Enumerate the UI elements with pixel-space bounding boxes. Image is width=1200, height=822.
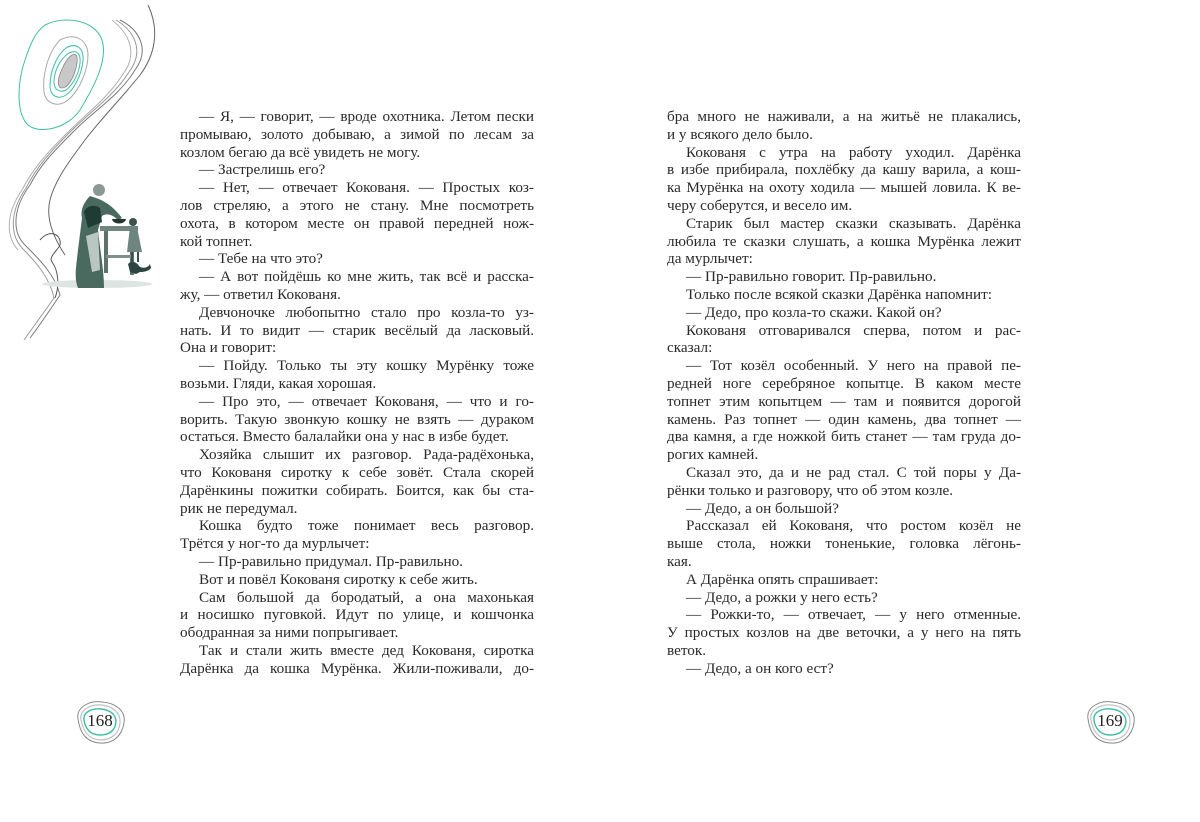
text-line: жу, — ответил Кокованя. bbox=[180, 285, 341, 303]
text-line: топнет этим копытцем — там и появится дорогой bbox=[667, 392, 1021, 410]
page-number-left-text: 168 bbox=[87, 711, 113, 730]
text-line: — Тот козёл особенный. У него на правой пе- bbox=[686, 357, 1021, 375]
text-line: — Рожки-то, — отвечает, — у него отменные. bbox=[686, 606, 1021, 624]
text-line: рёнки только и разговору, что об этом козле. bbox=[667, 481, 954, 499]
text-line: да мурлычет: bbox=[667, 250, 753, 268]
text-line: козлом бегаю да всё увидеть не могу. bbox=[180, 143, 421, 161]
text-line: Девчоночке любопытно стало про козла-то уз- bbox=[199, 303, 534, 321]
text-line: что Кокованя сиротку к себе зовёт. Стала скорей bbox=[180, 463, 534, 481]
text-line: — А вот пойдёшь ко мне жить, так всё и расска- bbox=[199, 268, 534, 286]
text-line: остаться. Вместо балалайки она у нас в избе будет. bbox=[180, 428, 509, 446]
text-line: кая. bbox=[667, 552, 692, 570]
text-line: — Я, — говорит, — вроде охотника. Летом пески bbox=[199, 108, 534, 125]
text-line: и у всякого дело было. bbox=[667, 125, 813, 143]
text-line: веток. bbox=[667, 641, 707, 659]
text-line: — Пойду. Только ты эту кошку Мурёнку тоже bbox=[199, 357, 534, 375]
text-line: охота, в котором месте он правой передней нож- bbox=[180, 214, 534, 232]
page-number-left bbox=[70, 697, 130, 747]
text-line: Она и говорит: bbox=[180, 339, 277, 357]
text-line: два камня, а где ножкой бить станет — там груда до- bbox=[667, 428, 1021, 446]
text-line: Сказал это, да и не рад стал. С той поры у Да- bbox=[686, 463, 1021, 481]
right-page-text bbox=[667, 108, 1021, 678]
text-line: — Дедо, а он кого ест? bbox=[686, 659, 834, 677]
text-line: и носишко пуговкой. Идут по улице, и кошчонка bbox=[180, 606, 534, 624]
text-line: возьми. Гляди, какая хорошая. bbox=[180, 374, 377, 392]
text-line: Рассказал ей Кокованя, что ростом козёл не bbox=[686, 517, 1021, 535]
text-line: любила те сказки слушать, а кошка Мурёнка лежит bbox=[667, 232, 1021, 250]
text-line: рогих камней. bbox=[667, 446, 759, 464]
text-line: У простых козлов на две веточки, а у него на пять bbox=[667, 624, 1021, 642]
text-line: нать. И то видит — старик весёлый да ласковый. bbox=[180, 321, 534, 339]
text-line: — Тебе на что это? bbox=[199, 250, 323, 268]
contour-map-decoration bbox=[0, 0, 200, 400]
text-line: — Про это, — отвечает Кокованя, — что и го- bbox=[199, 392, 534, 410]
text-line: Старик был мастер сказки сказывать. Дарёнка bbox=[686, 214, 1021, 232]
page-number-right bbox=[1080, 697, 1140, 747]
left-page-text bbox=[180, 108, 534, 678]
text-line: кой топнет. bbox=[180, 232, 253, 250]
text-line: Вот и повёл Кокованя сиротку к себе жить. bbox=[199, 570, 478, 588]
text-line: рик не передумал. bbox=[180, 499, 298, 517]
text-line: ободранная за ними попрыгивает. bbox=[180, 624, 399, 642]
lake-shape bbox=[58, 54, 77, 88]
text-line: — Дедо, про козла-то скажи. Какой он? bbox=[686, 303, 942, 321]
text-line: — Пр-равильно придумал. Пр-равильно. bbox=[199, 552, 464, 570]
text-line: Дарёнка да кошка Мурёнка. Жили-поживали, до- bbox=[180, 659, 534, 677]
text-line: камень. Раз топнет — один камень, два топнет — bbox=[667, 410, 1021, 428]
text-line: ворить. Такую звонкую кошку не взять — дураком bbox=[180, 410, 534, 428]
text-line: выше стола, ножки тоненькие, головка лёгонь- bbox=[667, 535, 1021, 553]
text-line: — Дедо, а он большой? bbox=[686, 499, 839, 517]
text-line: — Дедо, а рожки у него есть? bbox=[686, 588, 878, 606]
text-line: сказал: bbox=[667, 339, 713, 357]
text-line: ка Мурёнка на охоту ходила — мышей ловила. К ве- bbox=[667, 179, 1021, 197]
text-line: Хозяйка слышит их разговор. Рада-радёхонька, bbox=[199, 446, 534, 464]
text-line: редней ноге серебряное копытце. В каком месте bbox=[667, 374, 1021, 392]
text-line: — Нет, — отвечает Кокованя. — Простых коз- bbox=[199, 179, 534, 197]
text-line: в избе прибирала, похлёбку да кашу варила, а кош- bbox=[667, 161, 1021, 179]
story-illustration bbox=[42, 184, 152, 288]
page-number-right-text: 169 bbox=[1097, 711, 1123, 730]
text-line: А Дарёнка опять спрашивает: bbox=[686, 570, 879, 588]
text-line: Кокованя отговаривался сперва, потом и рас- bbox=[686, 321, 1021, 339]
text-line: Кокованя с утра на работу уходил. Дарёнка bbox=[686, 143, 1021, 161]
text-line: Трётся у ног-то да мурлычет: bbox=[180, 535, 370, 553]
text-line: черу соберутся, и весело им. bbox=[667, 196, 853, 214]
text-line: — Застрелишь его? bbox=[199, 161, 326, 179]
text-line: Так и стали жить вместе дед Кокованя, сиротка bbox=[199, 641, 534, 659]
text-line: лов стреляю, а этого не стану. Мне посмотреть bbox=[180, 196, 534, 214]
text-line: — Пр-равильно говорит. Пр-равильно. bbox=[686, 268, 937, 286]
text-line: промываю, золото добываю, а зимой по лесам за bbox=[180, 125, 534, 143]
text-line: Только после всякой сказки Дарёнка напомнит: bbox=[686, 285, 992, 303]
text-line: Сам большой да бородатый, а она махонькая bbox=[199, 588, 534, 606]
text-line: бра много не наживали, а на житьё не плакались, bbox=[667, 108, 1021, 125]
text-line: Кошка будто тоже понимает весь разговор. bbox=[199, 517, 534, 535]
text-line: Дарёнкины пожитки собирать. Боится, как бы ста- bbox=[180, 481, 534, 499]
